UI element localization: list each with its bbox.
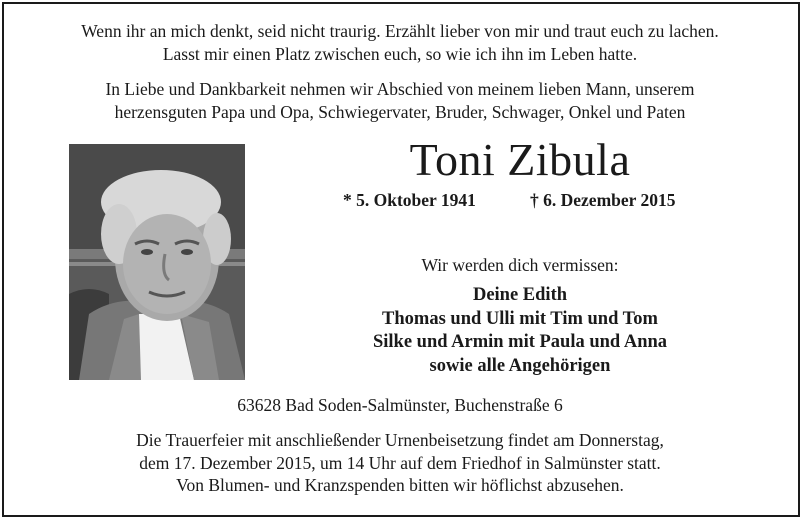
service-line: Die Trauerfeier mit anschließender Urnenbeisetzung findet am Donnerstag, [136, 430, 664, 450]
poem-line: Wenn ihr an mich denkt, seid nicht traurig. Erzählt lieber von mir und traut euch zu lachen. [81, 21, 719, 41]
farewell-intro [0, 78, 800, 124]
mourners-heading: Wir werden dich vermissen: [421, 255, 619, 275]
death-date: † 6. Dezember 2015 [530, 190, 676, 210]
deceased-name: Toni Zibula [409, 134, 631, 185]
poem-line: Lasst mir einen Platz zwischen euch, so wie ich ihn im Leben hatte. [162, 44, 638, 64]
mourner-name: Thomas und Ulli mit Tim und Tom [382, 308, 658, 329]
portrait-photo [69, 144, 245, 380]
mourner-name: Deine Edith [472, 285, 568, 305]
service-line: dem 17. Dezember 2015, um 14 Uhr auf dem Friedhof in Salmünster statt. [139, 452, 661, 473]
intro-line: In Liebe und Dankbarkeit nehmen wir Abschied von meinem lieben Mann, unserem [105, 79, 695, 99]
intro-line: herzensguten Papa und Opa, Schwiegervater, Bruder, Schwager, Onkel und Paten [114, 102, 686, 122]
mourner-name: sowie alle Angehörigen [429, 355, 611, 376]
poem [0, 20, 800, 66]
mourner-name: Silke und Armin mit Paula und Anna [372, 332, 668, 352]
family-address: 63628 Bad Soden-Salmünster, Buchenstraße 6 [237, 395, 563, 415]
service-info [0, 429, 800, 497]
mourners-list [340, 284, 700, 378]
portrait-illustration [69, 144, 245, 380]
birth-date: * 5. Oktober 1941 [343, 190, 476, 210]
service-line: Von Blumen- und Kranzspenden bitten wir höflichst abzusehen. [176, 475, 624, 495]
